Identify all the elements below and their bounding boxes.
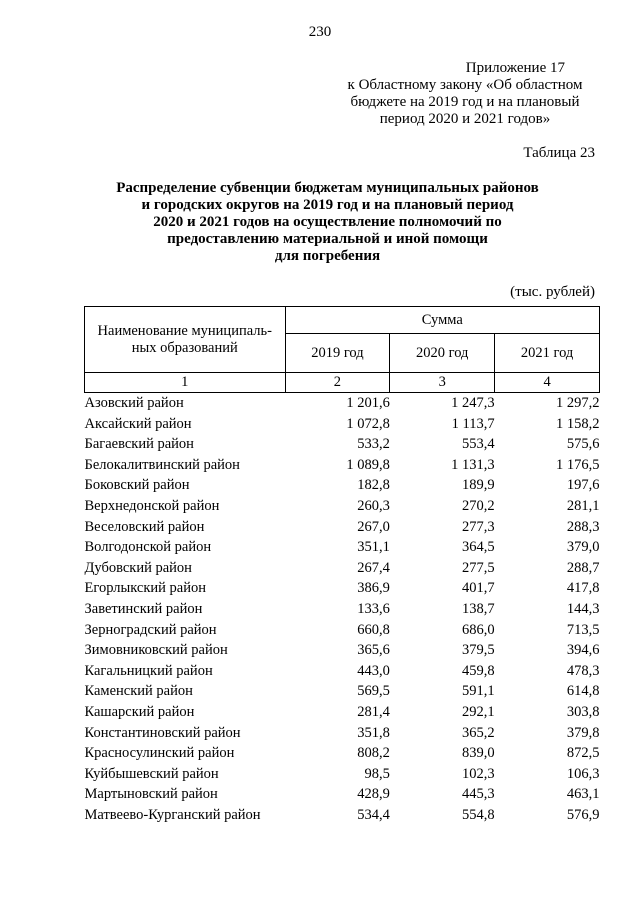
- value-2019: 98,5: [364, 765, 390, 782]
- title-line: и городских округов на 2019 год и на плановый период: [141, 197, 514, 213]
- value-2020: 1 113,7: [451, 415, 495, 432]
- municipality-name: Багаевский район: [84, 436, 194, 453]
- table-row: [85, 537, 600, 558]
- header-sum: Сумма: [285, 307, 599, 334]
- value-2019: 1 072,8: [346, 415, 390, 432]
- table-row: [85, 455, 600, 476]
- value-2021: 288,3: [566, 518, 600, 535]
- table-row: [85, 743, 600, 764]
- municipality-name: Красносулинский район: [84, 745, 235, 762]
- column-number: 2: [285, 373, 390, 393]
- municipality-name: Веселовский район: [84, 518, 205, 535]
- municipality-name: Кагальницкий район: [84, 662, 213, 679]
- appendix-line: к Областному закону «Об областном: [347, 77, 583, 93]
- column-number: 3: [390, 373, 495, 393]
- value-2019: 386,9: [357, 580, 390, 597]
- value-2020: 1 131,3: [451, 456, 495, 473]
- value-2021: 106,3: [566, 765, 600, 782]
- units-label: (тыс. рублей): [510, 284, 595, 300]
- municipality-name: Константиновский район: [84, 724, 241, 741]
- value-2019: 808,2: [357, 745, 390, 762]
- value-2020: 270,2: [462, 497, 495, 514]
- value-2019: 1 201,6: [346, 395, 390, 411]
- value-2021: 303,8: [566, 703, 600, 720]
- value-2021: 144,3: [566, 600, 600, 617]
- value-2019: 351,8: [357, 724, 390, 741]
- value-2020: 1 247,3: [451, 395, 495, 411]
- municipality-name: Волгодонской район: [84, 539, 212, 556]
- value-2019: 260,3: [357, 497, 390, 514]
- table-row: [85, 764, 600, 785]
- table-row: [85, 578, 600, 599]
- table-row: [85, 702, 600, 723]
- table-row: [85, 784, 600, 805]
- table-row: [85, 475, 600, 496]
- table-row: [85, 496, 600, 517]
- municipality-name: Азовский район: [84, 395, 184, 411]
- table-row: [85, 517, 600, 538]
- header-municipality-line: Наименование муниципаль-: [97, 322, 272, 339]
- municipality-name: Зимовниковский район: [84, 642, 228, 659]
- table-body: [85, 393, 600, 826]
- appendix-title: Приложение 17: [465, 60, 565, 76]
- title-line: 2020 и 2021 годов на осуществление полномочий по: [153, 214, 502, 230]
- table-row: [85, 393, 600, 414]
- municipality-name: Кашарский район: [84, 703, 195, 720]
- municipality-name: Матвеево-Курганский район: [84, 806, 261, 823]
- municipality-name: Аксайский район: [84, 415, 192, 432]
- value-2019: 365,6: [357, 642, 390, 659]
- value-2021: 478,3: [566, 662, 600, 679]
- value-2020: 445,3: [462, 786, 495, 803]
- table-row: [85, 558, 600, 579]
- municipality-name: Куйбышевский район: [84, 765, 219, 782]
- value-2019: 351,1: [357, 539, 390, 556]
- table-label: Таблица 23: [523, 145, 595, 161]
- header-year-2021: 2021 год: [495, 334, 600, 373]
- value-2020: 686,0: [462, 621, 495, 638]
- title-line: для погребения: [274, 248, 381, 264]
- municipality-name: Каменский район: [84, 683, 193, 700]
- title-line: предоставлению материальной и иной помощи: [167, 231, 488, 247]
- municipality-name: Дубовский район: [84, 559, 192, 576]
- table-row: [85, 599, 600, 620]
- appendix-reference: [335, 60, 595, 128]
- value-2020: 189,9: [462, 477, 495, 494]
- table-row: [85, 661, 600, 682]
- value-2019: 133,6: [357, 600, 390, 617]
- value-2021: 614,8: [566, 683, 600, 700]
- municipality-name: Верхнедонской район: [84, 497, 220, 514]
- value-2020: 364,5: [462, 539, 495, 556]
- header-year-2020: 2020 год: [390, 334, 495, 373]
- value-2021: 281,1: [566, 497, 600, 514]
- value-2021: 1 158,2: [556, 415, 600, 432]
- column-number: 4: [495, 373, 600, 393]
- municipality-name: Мартыновский район: [84, 786, 218, 803]
- value-2020: 379,5: [462, 642, 495, 659]
- value-2020: 554,8: [462, 806, 495, 823]
- value-2020: 553,4: [462, 436, 495, 453]
- municipality-name: Егорлыкский район: [84, 580, 206, 597]
- value-2020: 277,5: [462, 559, 495, 576]
- value-2020: 277,3: [462, 518, 495, 535]
- header-municipality-line: ных образований: [131, 339, 238, 356]
- header-municipality: [85, 307, 286, 373]
- value-2021: 576,9: [566, 806, 600, 823]
- table-row: [85, 681, 600, 702]
- title-line: Распределение субвенции бюджетам муниципальных районов: [116, 180, 539, 196]
- value-2019: 182,8: [357, 477, 390, 494]
- subvention-table: [84, 306, 600, 825]
- header-year-2019: 2019 год: [285, 334, 390, 373]
- table-row: [85, 640, 600, 661]
- value-2021: 872,5: [566, 745, 600, 762]
- appendix-line: бюджете на 2019 год и на плановый: [350, 94, 580, 110]
- value-2021: 379,0: [566, 539, 600, 556]
- table-row: [85, 434, 600, 455]
- table-row: [85, 723, 600, 744]
- municipality-name: Зерноградский район: [84, 621, 217, 638]
- value-2021: 379,8: [566, 724, 600, 741]
- value-2021: 1 176,5: [556, 456, 600, 473]
- municipality-name: Боковский район: [84, 477, 190, 494]
- value-2020: 839,0: [462, 745, 495, 762]
- value-2019: 443,0: [357, 662, 390, 679]
- value-2021: 1 297,2: [556, 395, 600, 411]
- value-2020: 365,2: [462, 724, 495, 741]
- value-2020: 591,1: [462, 683, 495, 700]
- value-2019: 281,4: [357, 703, 390, 720]
- table-row: [85, 620, 600, 641]
- column-number: 1: [85, 373, 286, 393]
- value-2020: 102,3: [462, 765, 495, 782]
- value-2021: 197,6: [566, 477, 600, 494]
- value-2021: 463,1: [566, 786, 600, 803]
- value-2019: 1 089,8: [346, 456, 390, 473]
- value-2019: 267,4: [357, 559, 390, 576]
- value-2021: 713,5: [566, 621, 600, 638]
- appendix-line: период 2020 и 2021 годов»: [379, 111, 551, 127]
- value-2019: 534,4: [357, 806, 390, 823]
- value-2019: 267,0: [357, 518, 390, 535]
- document-title: [80, 180, 575, 265]
- value-2019: 660,8: [357, 621, 390, 638]
- municipality-name: Заветинский район: [84, 600, 203, 617]
- municipality-name: Белокалитвинский район: [84, 456, 240, 473]
- value-2019: 428,9: [357, 786, 390, 803]
- value-2021: 575,6: [566, 436, 600, 453]
- value-2020: 138,7: [462, 600, 495, 617]
- value-2021: 417,8: [566, 580, 600, 597]
- value-2020: 292,1: [462, 703, 495, 720]
- table-row: [85, 805, 600, 826]
- value-2020: 401,7: [462, 580, 495, 597]
- value-2021: 288,7: [566, 559, 600, 576]
- page-number: 230: [308, 24, 332, 40]
- value-2019: 533,2: [357, 436, 390, 453]
- value-2021: 394,6: [566, 642, 600, 659]
- value-2020: 459,8: [462, 662, 495, 679]
- value-2019: 569,5: [357, 683, 390, 700]
- table-row: [85, 414, 600, 435]
